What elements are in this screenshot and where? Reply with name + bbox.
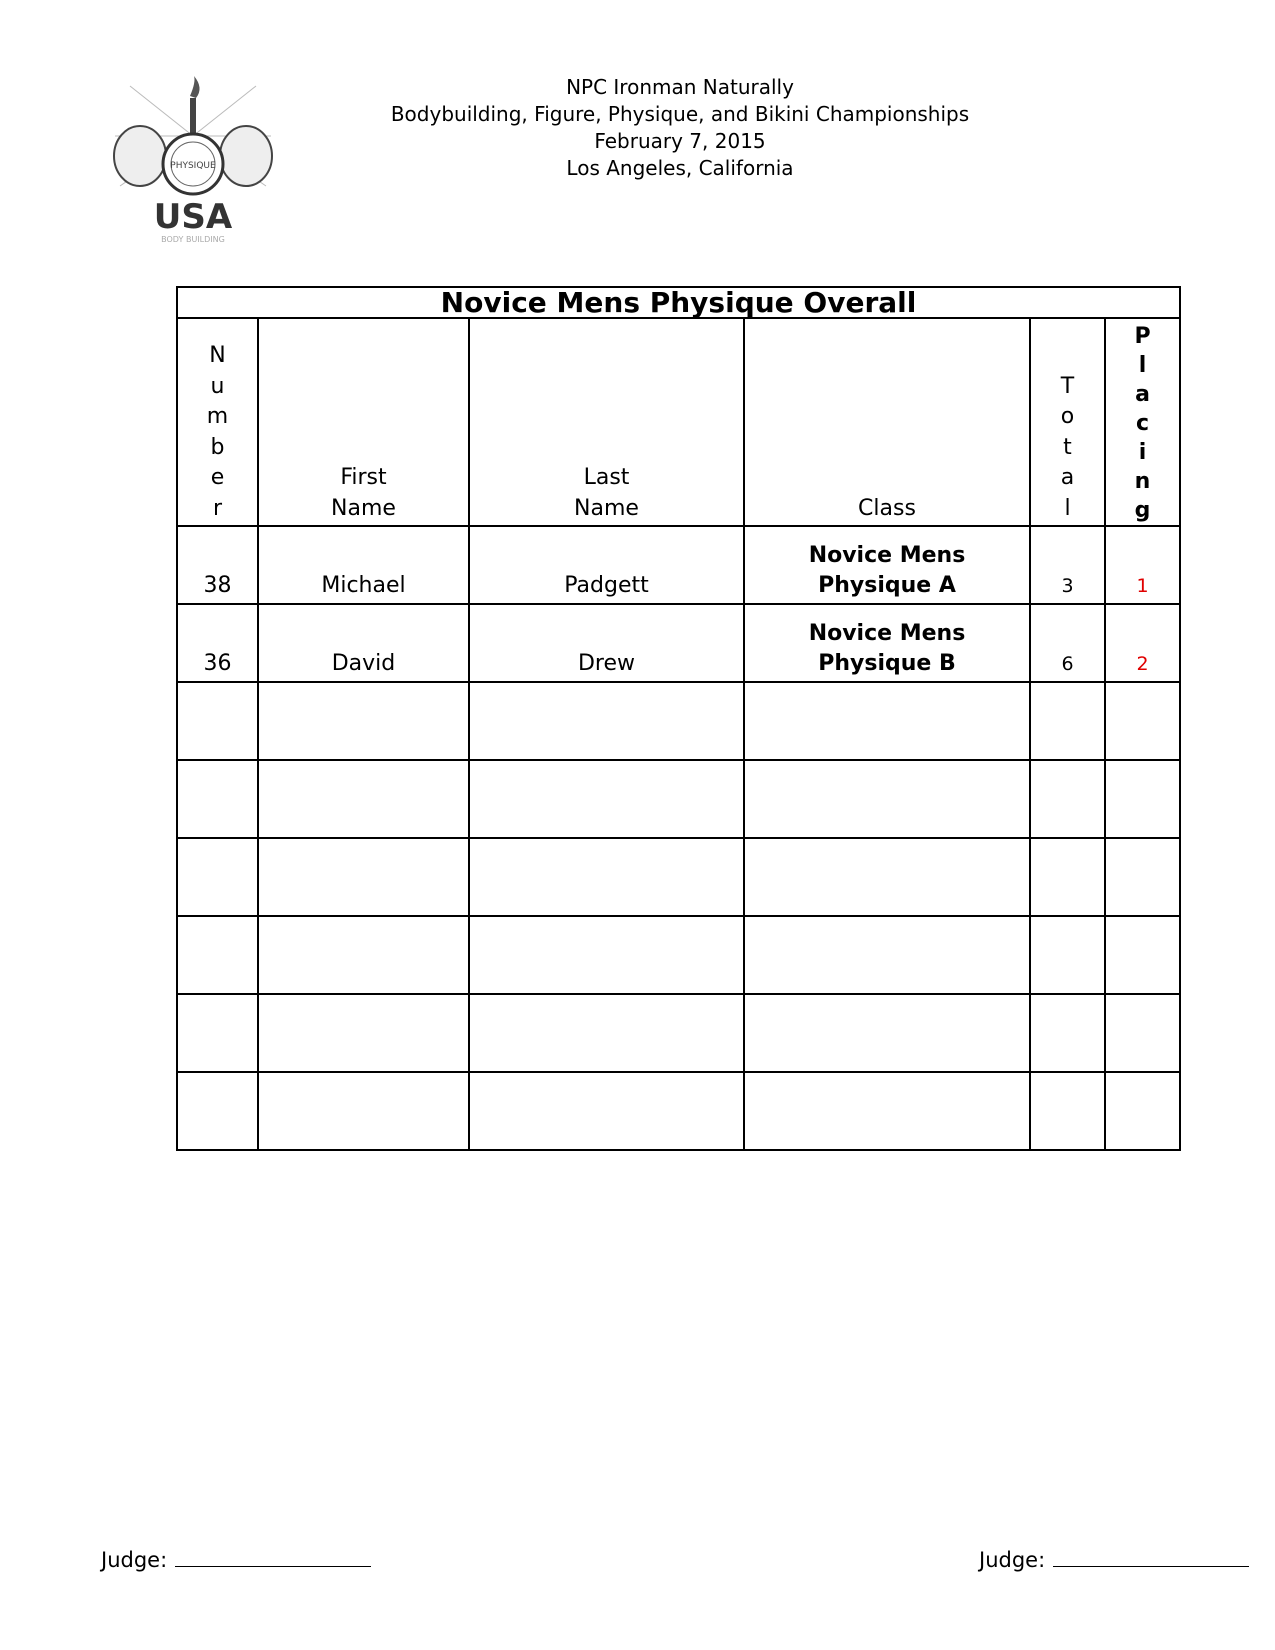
cell-last-name: Padgett [469, 526, 744, 604]
cell-first-name: Michael [258, 526, 469, 604]
header-last-name: Last Name [469, 318, 744, 526]
empty-cell[interactable] [744, 916, 1030, 994]
header-letter: N [209, 343, 226, 368]
table-title: Novice Mens Physique Overall [177, 287, 1180, 318]
header-letter: a [1060, 465, 1075, 490]
empty-cell[interactable] [1030, 838, 1105, 916]
empty-table-row [177, 760, 1180, 838]
empty-cell[interactable] [469, 760, 744, 838]
empty-cell[interactable] [1030, 916, 1105, 994]
header-total [1030, 318, 1105, 526]
empty-cell[interactable] [177, 838, 258, 916]
cell-last-name: Drew [469, 604, 744, 682]
judge-signature-line[interactable] [1053, 1546, 1249, 1567]
empty-cell[interactable] [177, 916, 258, 994]
header-letter: u [210, 373, 225, 399]
empty-cell[interactable] [1030, 994, 1105, 1072]
empty-cell[interactable] [469, 916, 744, 994]
empty-cell[interactable] [1105, 994, 1180, 1072]
empty-cell[interactable] [469, 682, 744, 760]
judge-label: Judge: [101, 1548, 168, 1572]
judge-signature-line[interactable] [175, 1546, 371, 1567]
header-row [177, 318, 1180, 526]
empty-cell[interactable] [1105, 760, 1180, 838]
empty-cell[interactable] [258, 994, 469, 1072]
header-letter: o [1060, 404, 1075, 429]
empty-cell[interactable] [1030, 1072, 1105, 1150]
empty-cell[interactable] [258, 682, 469, 760]
empty-cell[interactable] [177, 682, 258, 760]
table-row [177, 604, 1180, 682]
header-number [177, 318, 258, 526]
cell-class [744, 604, 1030, 682]
header-letter: l [1064, 495, 1071, 521]
judge-signature-right [979, 1546, 1249, 1572]
empty-table-row [177, 682, 1180, 760]
header-letter: l [1138, 353, 1147, 378]
empty-cell[interactable] [258, 1072, 469, 1150]
empty-cell[interactable] [1030, 682, 1105, 760]
event-location: Los Angeles, California [566, 156, 794, 180]
header-letter: n [1134, 469, 1151, 494]
judge-label: Judge: [979, 1548, 1046, 1572]
header-class: Class [744, 318, 1030, 526]
header-letter: e [210, 465, 225, 490]
svg-text:USA: USA [153, 197, 233, 237]
empty-cell[interactable] [469, 994, 744, 1072]
header-letter: i [1138, 440, 1147, 465]
empty-cell[interactable] [744, 838, 1030, 916]
judge-signature-left [101, 1546, 371, 1572]
empty-cell[interactable] [177, 994, 258, 1072]
cell-total: 6 [1030, 604, 1105, 682]
cell-class [744, 526, 1030, 604]
empty-cell[interactable] [258, 838, 469, 916]
header-letter: a [1135, 382, 1150, 407]
cell-number: 36 [177, 604, 258, 682]
empty-cell[interactable] [469, 1072, 744, 1150]
table-row [177, 526, 1180, 604]
empty-cell[interactable] [744, 760, 1030, 838]
cell-total: 3 [1030, 526, 1105, 604]
cell-placing: 2 [1105, 604, 1180, 682]
empty-table-row [177, 994, 1180, 1072]
svg-text:PHYSIQUE: PHYSIQUE [170, 161, 216, 171]
event-subtitle: Bodybuilding, Figure, Physique, and Bikini Championships [390, 102, 970, 126]
header-first-name: First Name [258, 318, 469, 526]
cell-first-name: David [258, 604, 469, 682]
empty-cell[interactable] [258, 760, 469, 838]
header-letter: m [206, 404, 229, 429]
empty-table-row [177, 838, 1180, 916]
class-line: Novice Mens [808, 621, 966, 646]
cell-number: 38 [177, 526, 258, 604]
empty-table-row [177, 1072, 1180, 1150]
empty-cell[interactable] [258, 916, 469, 994]
header-letter: T [1060, 373, 1075, 399]
header-letter: P [1134, 324, 1151, 349]
header-letter: g [1134, 498, 1151, 523]
empty-cell[interactable] [177, 760, 258, 838]
empty-cell[interactable] [1105, 1072, 1180, 1150]
empty-table-row [177, 916, 1180, 994]
empty-cell[interactable] [1105, 838, 1180, 916]
empty-cell[interactable] [469, 838, 744, 916]
header-letter: r [212, 495, 223, 521]
header-letter: b [210, 434, 225, 460]
header-placing [1105, 318, 1180, 526]
class-line: Novice Mens [808, 543, 966, 568]
results-table [176, 286, 1181, 1151]
empty-cell[interactable] [744, 1072, 1030, 1150]
event-date: February 7, 2015 [594, 129, 766, 153]
header-letter: c [1135, 411, 1150, 436]
empty-cell[interactable] [1105, 916, 1180, 994]
empty-cell[interactable] [1105, 682, 1180, 760]
empty-cell[interactable] [1030, 760, 1105, 838]
class-line: Physique B [818, 651, 956, 676]
svg-text:BODY BUILDING: BODY BUILDING [161, 235, 225, 244]
empty-cell[interactable] [744, 994, 1030, 1072]
empty-cell[interactable] [744, 682, 1030, 760]
class-line: Physique A [818, 573, 956, 598]
header-letter: t [1063, 434, 1072, 460]
empty-cell[interactable] [177, 1072, 258, 1150]
event-name: NPC Ironman Naturally [566, 75, 794, 99]
cell-placing: 1 [1105, 526, 1180, 604]
event-header [0, 74, 1275, 182]
